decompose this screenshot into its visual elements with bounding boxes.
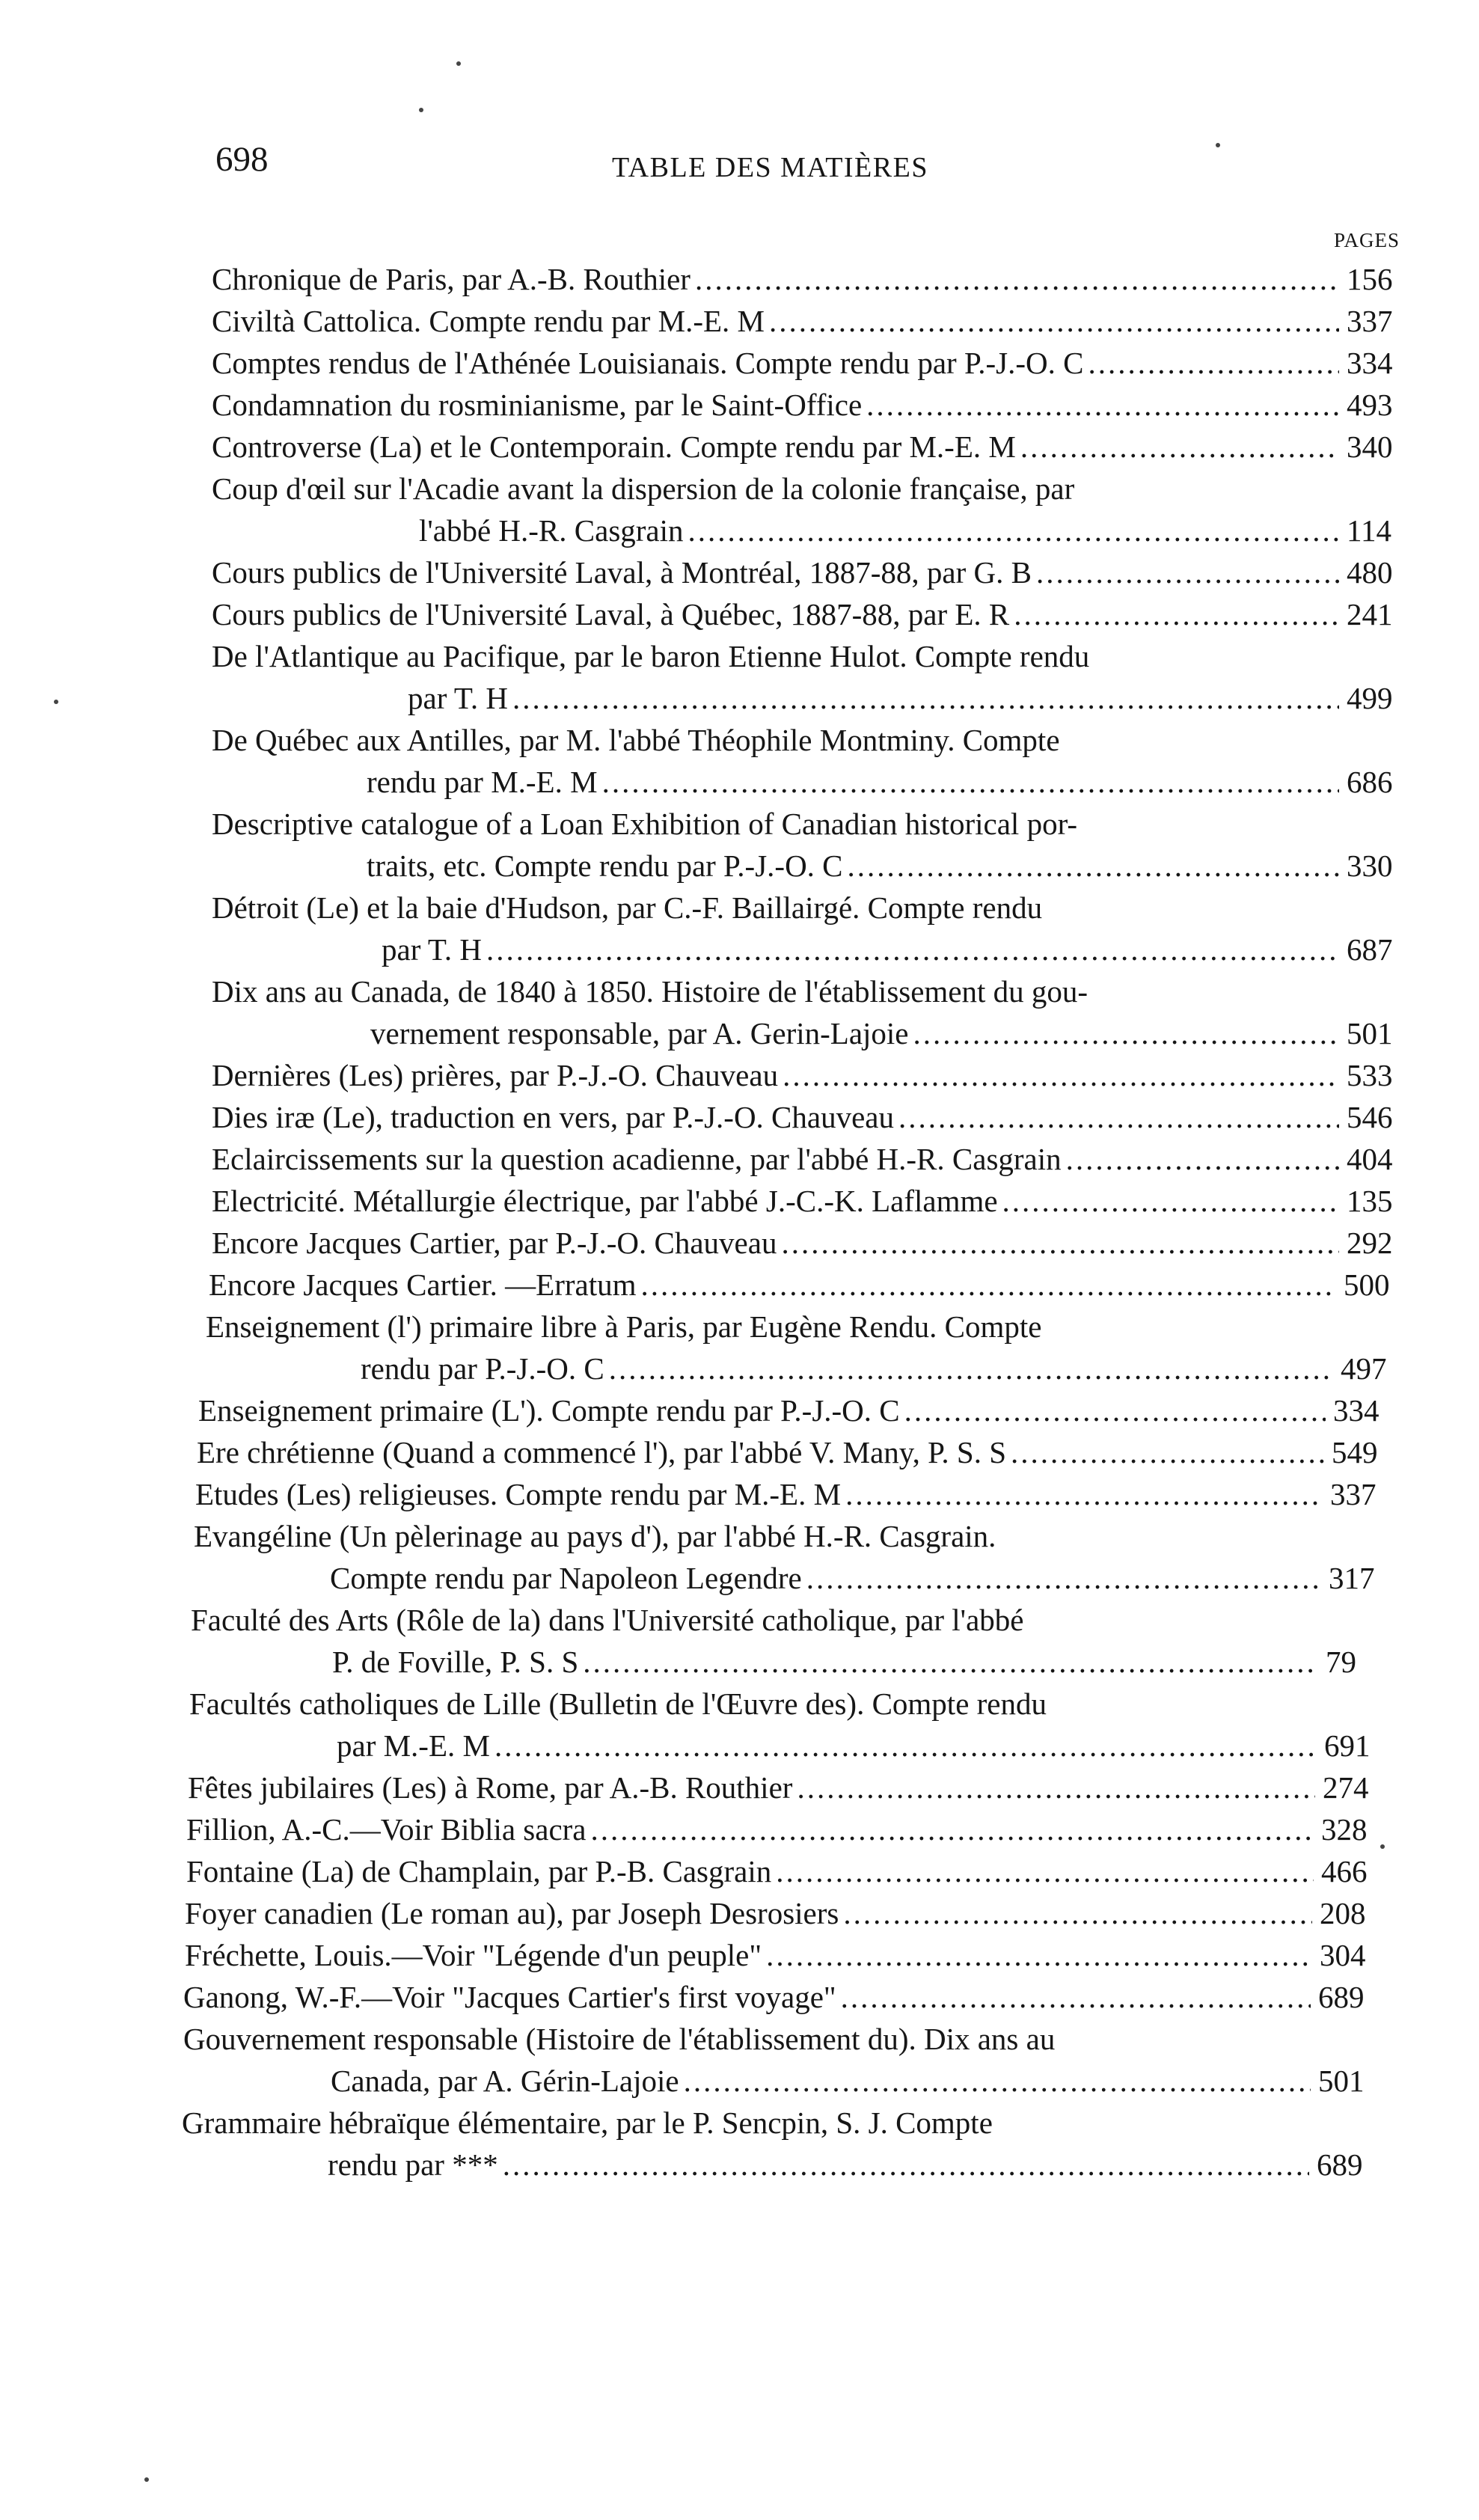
toc-entry-last-line [212, 1096, 1400, 1138]
toc-entry-title: par T. H [408, 681, 508, 715]
page-reference: 330 [1347, 848, 1393, 883]
toc-entry-line: Coup d'œil sur l'Acadie avant la dispersion de la colonie française, par [212, 471, 1075, 506]
toc-entry-title: Enseignement primaire (L'). Compte rendu par P.-J.-O. C [198, 1393, 900, 1428]
toc-entry-title: Encore Jacques Cartier. —Erratum [209, 1267, 637, 1302]
dot-leader [1020, 426, 1339, 468]
toc-entry-title: Cours publics de l'Université Laval, à Montréal, 1887-88, par G. B [212, 555, 1032, 590]
toc-entry [0, 1096, 1479, 1138]
dot-leader [843, 1892, 1312, 1934]
page-reference: 135 [1347, 1184, 1393, 1218]
page-reference: 686 [1347, 765, 1393, 799]
toc-entry-title: par M.-E. M [337, 1728, 490, 1763]
page-reference: 497 [1341, 1351, 1387, 1386]
toc-entry-title: Etudes (Les) religieuses. Compte rendu par M.-E. M [195, 1477, 842, 1511]
toc-entry-last-line [212, 300, 1400, 342]
toc-entry [0, 1138, 1479, 1180]
toc-entry-title: l'abbé H.-R. Casgrain [419, 513, 684, 548]
toc-entry [0, 719, 1479, 803]
page-reference: 493 [1347, 388, 1393, 422]
page-reference: 533 [1347, 1058, 1393, 1092]
toc-entry [0, 300, 1479, 342]
toc-entry-last-line [183, 1976, 1372, 2018]
page-reference: 328 [1321, 1812, 1368, 1847]
dot-leader [688, 510, 1339, 551]
scan-speck [1216, 143, 1220, 147]
table-of-contents [0, 258, 1479, 2186]
dot-leader [806, 1557, 1321, 1599]
toc-entry [0, 342, 1479, 384]
toc-entry [0, 468, 1479, 551]
page-reference: 687 [1347, 932, 1393, 967]
toc-entry [0, 1892, 1479, 1934]
page-reference: 499 [1347, 681, 1393, 715]
dot-leader [1088, 342, 1339, 384]
toc-entry-title: Fontaine (La) de Champlain, par P.-B. Casgrain [186, 1854, 772, 1889]
toc-entry-last-line [367, 761, 1400, 803]
toc-entry [0, 1306, 1479, 1389]
toc-entry-last-line [332, 1641, 1380, 1683]
toc-entry-last-line [382, 929, 1400, 970]
toc-entry [0, 1222, 1479, 1264]
page-reference: 292 [1347, 1226, 1393, 1260]
toc-entry-last-line [185, 1934, 1374, 1976]
toc-entry-line: Faculté des Arts (Rôle de la) dans l'Université catholique, par l'abbé [191, 1603, 1024, 1637]
toc-entry-last-line [212, 426, 1400, 468]
dot-leader [494, 1725, 1317, 1767]
toc-entry [0, 1389, 1479, 1431]
toc-entry-title: vernement responsable, par A. Gerin-Lajoie [370, 1016, 909, 1050]
toc-entry-last-line [186, 1808, 1375, 1850]
toc-entry [0, 1431, 1479, 1473]
toc-entry-title: Foyer canadien (Le roman au), par Joseph Desrosiers [185, 1896, 839, 1930]
dot-leader [695, 258, 1339, 300]
toc-entry-last-line [212, 593, 1400, 635]
scan-speck [54, 700, 58, 704]
toc-entry-last-line [197, 1431, 1385, 1473]
toc-entry-last-line [212, 1222, 1400, 1264]
page-reference: 317 [1329, 1561, 1375, 1595]
toc-entry-title: Civiltà Cattolica. Compte rendu par M.-E. M [212, 304, 765, 338]
dot-leader [898, 1096, 1339, 1138]
page-reference: 501 [1318, 2064, 1365, 2098]
toc-entry [0, 2018, 1479, 2102]
toc-entry-last-line [330, 1557, 1382, 1599]
toc-entry-line: Dix ans au Canada, de 1840 à 1850. Histoire de l'établissement du gou- [212, 974, 1088, 1009]
page-reference: 404 [1347, 1142, 1393, 1176]
toc-entry [0, 803, 1479, 887]
dot-leader [913, 1012, 1339, 1054]
toc-entry-title: Compte rendu par Napoleon Legendre [330, 1561, 802, 1595]
dot-leader [797, 1767, 1315, 1808]
page-reference: 337 [1347, 304, 1393, 338]
running-head: TABLE DES MATIÈRES [612, 152, 928, 183]
toc-entry [0, 258, 1479, 300]
page-reference: 546 [1347, 1100, 1393, 1134]
page-reference: 480 [1347, 555, 1393, 590]
dot-leader [781, 1222, 1339, 1264]
dot-leader [1066, 1138, 1339, 1180]
toc-entry-title: Dernières (Les) prières, par P.-J.-O. Chauveau [212, 1058, 779, 1092]
toc-entry-last-line [212, 551, 1400, 593]
toc-entry-title: Fillion, A.-C.—Voir Biblia sacra [186, 1812, 587, 1847]
scan-speck [419, 108, 423, 112]
dot-leader [503, 2144, 1309, 2186]
toc-entry-title: Dies iræ (Le), traduction en vers, par P.-J.-O. Chauveau [212, 1100, 894, 1134]
toc-entry [0, 1934, 1479, 1976]
dot-leader [684, 2060, 1311, 2102]
toc-entry [0, 2102, 1479, 2186]
toc-entry [0, 384, 1479, 426]
toc-entry-line: Grammaire hébraïque élémentaire, par le P. Sencpin, S. J. Compte [182, 2105, 993, 2140]
page-reference: 304 [1320, 1938, 1366, 1972]
pages-column-label: PAGES [1334, 229, 1400, 251]
toc-entry [0, 1473, 1479, 1515]
toc-entry-last-line [195, 1473, 1384, 1515]
toc-entry-last-line [212, 342, 1400, 384]
toc-entry-title: rendu par M.-E. M [367, 765, 598, 799]
toc-entry-title: Comptes rendus de l'Athénée Louisianais. Compte rendu par P.-J.-O. C [212, 346, 1084, 380]
dot-leader [602, 761, 1339, 803]
toc-entry-title: rendu par *** [328, 2147, 498, 2182]
dot-leader [609, 1348, 1333, 1389]
page-reference: 274 [1323, 1770, 1369, 1805]
toc-entry-line: Facultés catholiques de Lille (Bulletin de l'Œuvre des). Compte rendu [189, 1686, 1047, 1721]
dot-leader [766, 1934, 1312, 1976]
toc-entry-line: Détroit (Le) et la baie d'Hudson, par C.-F. Baillairgé. Compte rendu [212, 890, 1043, 925]
toc-entry-title: Encore Jacques Cartier, par P.-J.-O. Chauveau [212, 1226, 777, 1260]
page-reference: 241 [1347, 597, 1393, 631]
toc-entry-last-line [328, 2144, 1371, 2186]
dot-leader [1002, 1180, 1339, 1222]
toc-entry-last-line [337, 1725, 1378, 1767]
toc-entry [0, 1767, 1479, 1808]
toc-entry-title: Chronique de Paris, par A.-B. Routhier [212, 262, 690, 296]
toc-entry-last-line [212, 258, 1400, 300]
toc-entry-title: Cours publics de l'Université Laval, à Québec, 1887-88, par E. R [212, 597, 1010, 631]
dot-leader [769, 300, 1339, 342]
toc-entry [0, 1850, 1479, 1892]
toc-entry-last-line [188, 1767, 1377, 1808]
page-reference: 114 [1347, 513, 1391, 548]
dot-leader [776, 1850, 1314, 1892]
dot-leader [1036, 551, 1339, 593]
toc-entry [0, 551, 1479, 593]
toc-entry [0, 887, 1479, 970]
toc-entry-title: Fréchette, Louis.—Voir "Légende d'un peuple" [185, 1938, 762, 1972]
page-reference: 340 [1347, 429, 1393, 464]
toc-entry [0, 1808, 1479, 1850]
toc-entry [0, 635, 1479, 719]
dot-leader [512, 677, 1339, 719]
toc-entry-line: De l'Atlantique au Pacifique, par le baron Etienne Hulot. Compte rendu [212, 639, 1090, 673]
toc-entry-last-line [209, 1264, 1397, 1306]
toc-entry [0, 593, 1479, 635]
toc-entry-last-line [212, 1180, 1400, 1222]
toc-entry-title: traits, etc. Compte rendu par P.-J.-O. C [367, 848, 843, 883]
page-reference: 500 [1344, 1267, 1390, 1302]
toc-entry-last-line [212, 1054, 1400, 1096]
toc-entry-last-line [198, 1389, 1387, 1431]
page-reference: 337 [1330, 1477, 1377, 1511]
toc-entry-title: P. de Foville, P. S. S [332, 1645, 579, 1679]
scan-speck [456, 61, 461, 66]
toc-entry-last-line [331, 2060, 1372, 2102]
toc-entry [0, 970, 1479, 1054]
page-reference: 208 [1320, 1896, 1366, 1930]
toc-entry-last-line [186, 1850, 1375, 1892]
dot-leader [1011, 1431, 1324, 1473]
page-reference: 79 [1326, 1645, 1356, 1679]
dot-leader [904, 1389, 1326, 1431]
page-reference: 156 [1347, 262, 1393, 296]
toc-entry-line: Enseignement (l') primaire libre à Paris, par Eugène Rendu. Compte [206, 1309, 1042, 1344]
page-reference: 334 [1333, 1393, 1380, 1428]
toc-entry [0, 1054, 1479, 1096]
toc-entry-last-line [370, 1012, 1400, 1054]
dot-leader [845, 1473, 1323, 1515]
toc-entry [0, 1683, 1479, 1767]
toc-entry-title: Controverse (La) et le Contemporain. Compte rendu par M.-E. M [212, 429, 1016, 464]
toc-entry-line: Descriptive catalogue of a Loan Exhibition of Canadian historical por- [212, 807, 1078, 841]
toc-entry [0, 1180, 1479, 1222]
dot-leader [583, 1641, 1318, 1683]
toc-entry-line: De Québec aux Antilles, par M. l'abbé Théophile Montminy. Compte [212, 723, 1060, 757]
dot-leader [841, 1976, 1311, 2018]
toc-entry [0, 1599, 1479, 1683]
toc-entry-line: Gouvernement responsable (Histoire de l'établissement du). Dix ans au [183, 2022, 1056, 2056]
toc-entry-last-line [361, 1348, 1394, 1389]
toc-entry-title: Condamnation du rosminianisme, par le Saint-Office [212, 388, 863, 422]
page-reference: 689 [1317, 2147, 1363, 2182]
toc-entry [0, 1976, 1479, 2018]
toc-entry-title: Canada, par A. Gérin-Lajoie [331, 2064, 679, 2098]
toc-entry-title: Fêtes jubilaires (Les) à Rome, par A.-B. Routhier [188, 1770, 793, 1805]
dot-leader [848, 845, 1339, 887]
toc-entry-title: Eclaircissements sur la question acadienne, par l'abbé H.-R. Casgrain [212, 1142, 1062, 1176]
toc-entry-last-line [212, 1138, 1400, 1180]
scan-speck [1380, 1844, 1385, 1849]
page-reference: 549 [1332, 1435, 1378, 1470]
dot-leader [866, 384, 1339, 426]
toc-entry [0, 1264, 1479, 1306]
toc-entry [0, 1515, 1479, 1599]
page-reference: 689 [1318, 1980, 1365, 2014]
toc-entry [0, 426, 1479, 468]
toc-entry-title: Ere chrétienne (Quand a commencé l'), par l'abbé V. Many, P. S. S [197, 1435, 1006, 1470]
dot-leader [783, 1054, 1339, 1096]
dot-leader [641, 1264, 1337, 1306]
toc-entry-last-line [419, 510, 1400, 551]
scan-speck [144, 2477, 149, 2482]
toc-entry-last-line [408, 677, 1400, 719]
page-reference: 466 [1321, 1854, 1368, 1889]
dot-leader [486, 929, 1339, 970]
page-reference: 334 [1347, 346, 1393, 380]
toc-entry-title: par T. H [382, 932, 482, 967]
page-number: 698 [215, 140, 269, 179]
toc-entry-title: rendu par P.-J.-O. C [361, 1351, 604, 1386]
toc-entry-line: Evangéline (Un pèlerinage au pays d'), par l'abbé H.-R. Casgrain. [194, 1519, 996, 1553]
page-reference: 691 [1324, 1728, 1371, 1763]
toc-entry-title: Ganong, W.-F.—Voir "Jacques Cartier's first voyage" [183, 1980, 836, 2014]
toc-entry-last-line [212, 384, 1400, 426]
dot-leader [1014, 593, 1339, 635]
dot-leader [591, 1808, 1314, 1850]
toc-entry-last-line [367, 845, 1400, 887]
page-reference: 501 [1347, 1016, 1393, 1050]
toc-entry-title: Electricité. Métallurgie électrique, par l'abbé J.-C.-K. Laflamme [212, 1184, 998, 1218]
toc-entry-last-line [185, 1892, 1374, 1934]
